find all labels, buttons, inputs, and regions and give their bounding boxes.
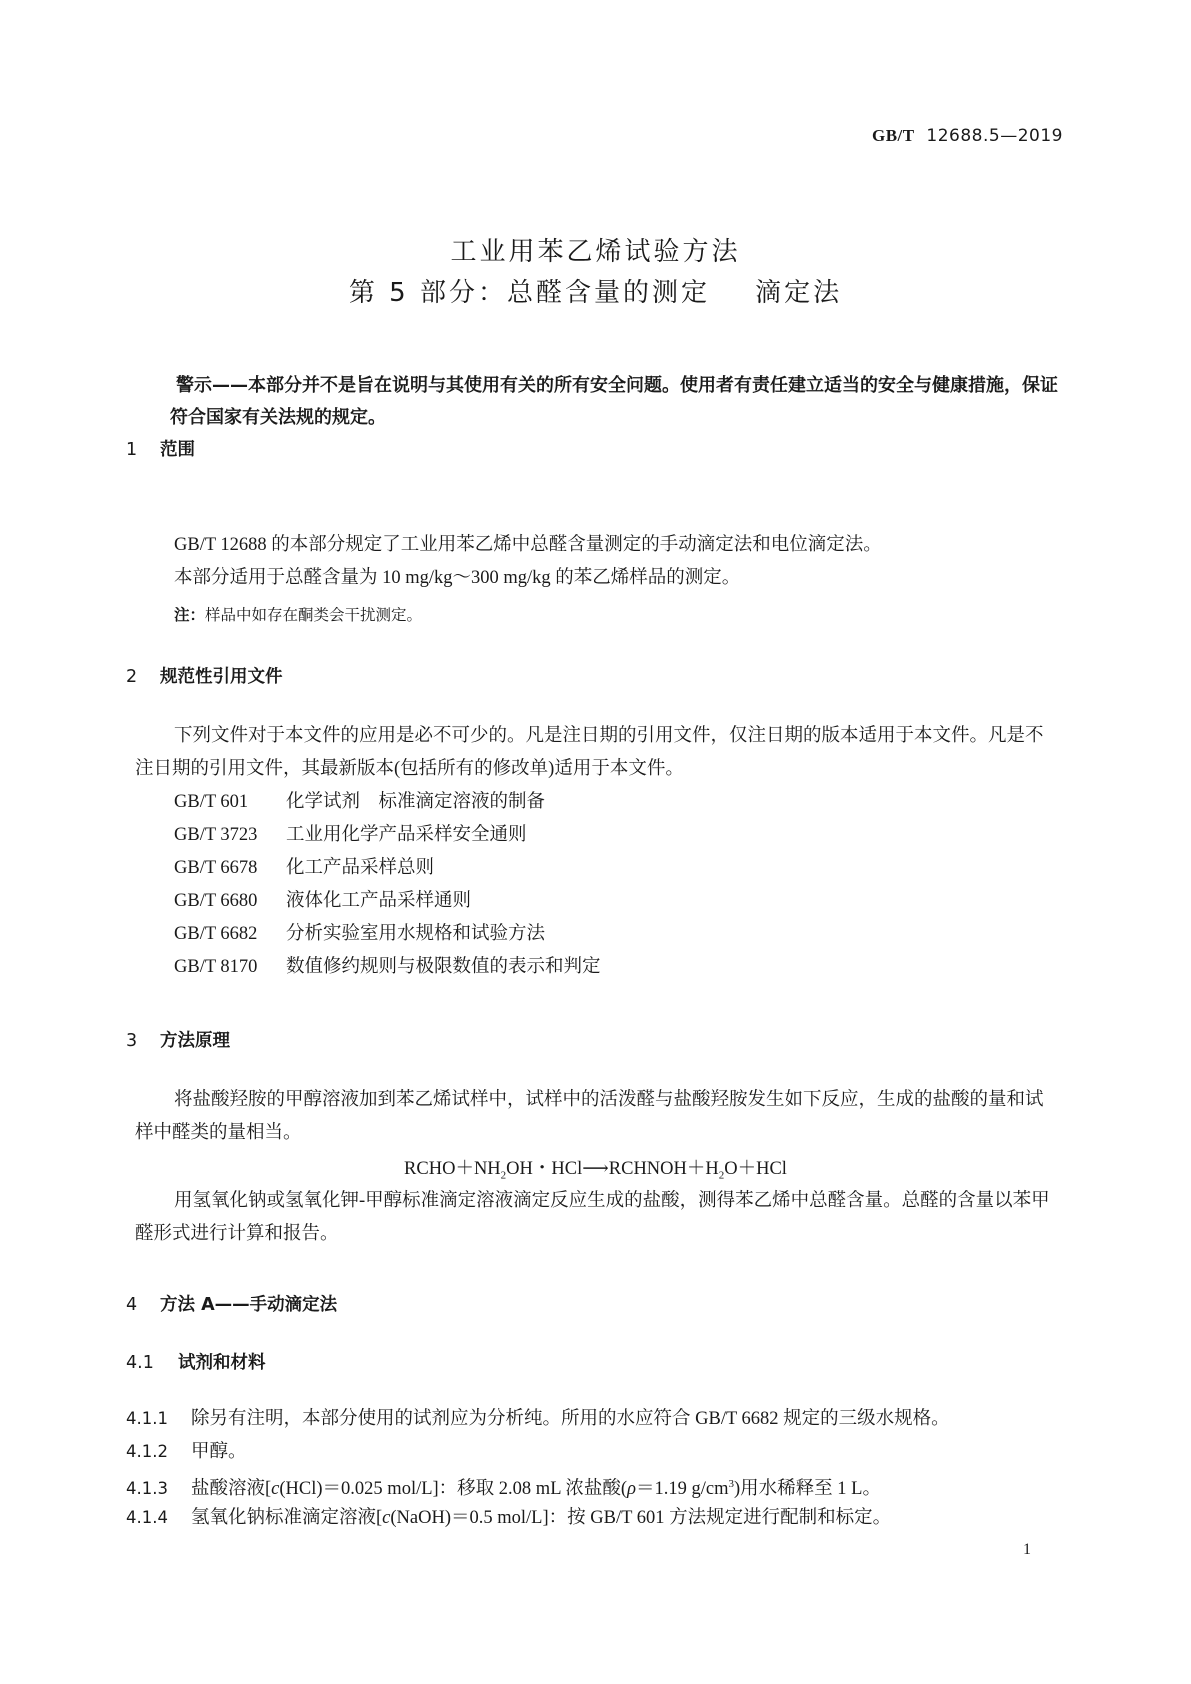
section-number: 1 (126, 440, 138, 460)
section-title: 范围 (160, 440, 195, 460)
section-3-heading (126, 1027, 230, 1052)
superscript: 3 (728, 1478, 734, 1490)
reference-code: GB/T 6678 (174, 858, 258, 878)
warning-paragraph: 警示——本部分并不是旨在说明与其使用有关的所有安全问题。使用者有责任建立适当的安全与健康措施，保证符合国家有关法规的规定。 (170, 375, 1058, 428)
standard-prefix: GB/T (871, 126, 915, 145)
title-method: 滴定法 (755, 278, 843, 308)
formula-part: O＋HCl (724, 1159, 787, 1179)
concentration-symbol: c (271, 1479, 280, 1500)
subsection-4-1-heading (126, 1349, 266, 1374)
note-text: 样品中如存在酮类会干扰测定。 (205, 607, 423, 624)
clause-text: ＝1.19 g/cm (636, 1479, 729, 1500)
clause-text: (NaOH)＝0.5 mol/L]：按 GB/T 601 方法规定进行配制和标定。 (390, 1508, 892, 1528)
scope-paragraph-1: GB/T 12688 的本部分规定了工业用苯乙烯中总醛含量测定的手动滴定法和电位滴定法。 (174, 535, 882, 555)
section-title: 方法原理 (160, 1031, 230, 1051)
section-title: 方法 A——手动滴定法 (160, 1295, 338, 1315)
reference-code: GB/T 8170 (174, 957, 258, 977)
subsection-title: 试剂和材料 (178, 1353, 266, 1373)
reference-item (174, 918, 545, 951)
reference-code: GB/T 6682 (174, 924, 258, 944)
scope-note (174, 603, 422, 625)
scope-paragraph-2: 本部分适用于总醛含量为 10 mg/kg～300 mg/kg 的苯乙烯样品的测定。 (174, 568, 741, 588)
reaction-formula (0, 1154, 1191, 1182)
section-1-heading (126, 436, 195, 461)
clause-4-1-1 (126, 1402, 950, 1436)
reference-title: 化学试剂 标准滴定溶液的制备 (286, 792, 546, 812)
clause-number: 4.1.3 (126, 1479, 168, 1499)
clause-text: 盐酸溶液[ (191, 1479, 272, 1500)
formula-part: RCHNOH＋H (608, 1159, 719, 1179)
reference-title: 分析实验室用水规格和试验方法 (286, 924, 546, 944)
reference-item (174, 786, 545, 819)
clause-text: (HCl)＝0.025 mol/L]：移取 2.08 mL 浓盐酸( (279, 1479, 628, 1500)
subsection-number: 4.1 (126, 1353, 154, 1373)
reference-title: 化工产品采样总则 (286, 858, 435, 878)
document-title-line1: 工业用苯乙烯试验方法 (450, 237, 741, 267)
formula-subscript: 2 (718, 1169, 725, 1182)
clause-text: )用水稀释至 1 L。 (734, 1479, 881, 1500)
reference-code: GB/T 3723 (174, 825, 258, 845)
density-symbol: ρ (627, 1479, 636, 1500)
clause-4-1-2 (126, 1435, 247, 1469)
formula-part: RCHO＋NH (404, 1159, 501, 1179)
reference-title: 数值修约规则与极限数值的表示和判定 (286, 957, 601, 977)
section-number: 3 (126, 1031, 138, 1051)
reference-item (174, 885, 471, 918)
reference-title: 工业用化学产品采样安全通则 (286, 825, 527, 845)
reference-item (174, 852, 434, 885)
section-number: 4 (126, 1295, 138, 1315)
formula-subscript: 2 (500, 1169, 507, 1182)
references-intro: 下列文件对于本文件的应用是必不可少的。凡是注日期的引用文件，仅注日期的版本适用于本文件。凡是不注日期的引用文件，其最新版本(包括所有的修改单)适用于本文件。 (135, 726, 1044, 779)
section-title: 规范性引用文件 (160, 667, 283, 687)
section-2-heading (126, 663, 283, 688)
standard-number: 12688.5—2019 (926, 126, 1063, 146)
clause-text: 除另有注明，本部分使用的试剂应为分析纯。所用的水应符合 GB/T 6682 规定的三级水规格。 (191, 1409, 950, 1429)
section-4-heading (126, 1291, 337, 1316)
principle-paragraph-1: 将盐酸羟胺的甲醇溶液加到苯乙烯试样中，试样中的活泼醛与盐酸羟胺发生如下反应，生成的盐酸的量和试样中醛类的量相当。 (135, 1090, 1044, 1143)
note-label: 注： (174, 606, 206, 624)
reaction-arrow: ⟶ (582, 1159, 609, 1179)
reference-title: 液体化工产品采样通则 (286, 891, 472, 911)
concentration-symbol: c (382, 1508, 391, 1528)
clause-text: 氢氧化钠标准滴定溶液[ (191, 1508, 383, 1528)
document-title-line2 (0, 272, 1191, 309)
clause-number: 4.1.4 (126, 1508, 168, 1527)
clause-4-1-4 (126, 1501, 891, 1535)
reference-code: GB/T 601 (174, 792, 249, 812)
section-number: 2 (126, 667, 138, 687)
reference-code: GB/T 6680 (174, 891, 258, 911)
clause-text: 甲醇。 (191, 1442, 247, 1462)
page-number: 1 (1023, 1541, 1031, 1558)
reference-item (174, 951, 601, 984)
clause-number: 4.1.2 (126, 1442, 168, 1461)
standard-code (872, 126, 1063, 146)
title-part: 第 5 部分：总醛含量的测定 (348, 278, 710, 308)
principle-paragraph-2: 用氢氧化钠或氢氧化钾-甲醇标准滴定溶液滴定反应生成的盐酸，测得苯乙烯中总醛含量。总醛的含量以苯甲醛形式进行计算和报告。 (135, 1191, 1050, 1244)
formula-part: OH・HCl (506, 1159, 583, 1179)
clause-number: 4.1.1 (126, 1409, 168, 1428)
reference-item (174, 819, 527, 852)
